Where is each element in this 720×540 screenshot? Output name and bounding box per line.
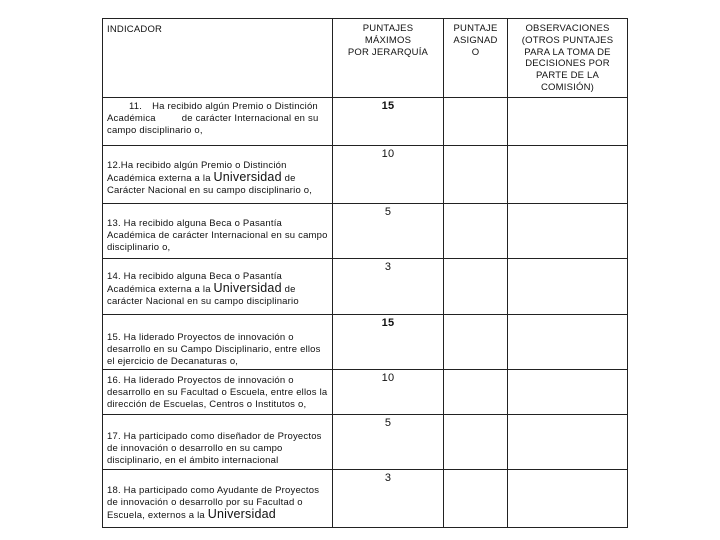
assigned-points-cell[interactable]: [444, 98, 508, 146]
header-puntajes-line: MÁXIMOS: [364, 34, 412, 46]
indicator-cell: [103, 98, 333, 146]
indicator-number: 11.: [129, 101, 143, 112]
indicator-line: 15. Ha liderado Proyectos de innovación o: [107, 332, 294, 343]
header-row: [103, 19, 628, 98]
indicator-line: 12.Ha recibido algún Premio o Distinción: [107, 160, 287, 171]
header-observaciones-line: PARTE DE LA: [535, 70, 600, 82]
header-puntajes-line: PUNTAJES: [362, 23, 414, 34]
max-points-value: 3: [384, 472, 392, 484]
header-puntajes-maximos: [333, 19, 444, 98]
header-indicador: [103, 19, 333, 98]
header-observaciones-line: DECISIONES POR: [525, 58, 610, 70]
indicator-line: [107, 169, 328, 185]
assigned-points-cell[interactable]: [444, 415, 508, 470]
indicator-line: carácter Nacional en su campo disciplinario: [107, 295, 299, 307]
indicator-line: [107, 506, 328, 522]
indicator-text: de: [284, 283, 296, 295]
max-points-cell: [333, 370, 444, 415]
indicator-line: 13. Ha recibido alguna Beca o Pasantía: [107, 218, 283, 229]
observations-cell[interactable]: [508, 98, 628, 146]
indicator-line: de innovación o desarrollo por su Facultad o: [107, 496, 303, 508]
scoring-table: [102, 18, 628, 528]
table-row: [103, 415, 628, 470]
observations-cell[interactable]: [508, 370, 628, 415]
table-row: [103, 370, 628, 415]
max-points-cell: [333, 470, 444, 528]
indicator-line: de innovación o desarrollo en su campo: [107, 442, 283, 454]
max-points-cell: [333, 204, 444, 259]
max-points-value: 15: [381, 317, 395, 329]
max-points-cell: [333, 415, 444, 470]
observations-cell[interactable]: [508, 204, 628, 259]
indicator-text: Académica externa a la: [107, 172, 211, 184]
observations-cell[interactable]: [508, 259, 628, 315]
observations-cell[interactable]: [508, 470, 628, 528]
indicator-cell: [103, 146, 333, 204]
max-points-cell: [333, 146, 444, 204]
assigned-points-cell[interactable]: [444, 204, 508, 259]
indicator-cell: [103, 370, 333, 415]
indicator-text: Académica externa a la: [107, 283, 211, 295]
max-points-value: 10: [381, 148, 395, 160]
indicator-line: disciplinario o,: [107, 241, 171, 253]
max-points-value: 15: [381, 100, 395, 112]
header-puntajes-line: POR JERARQUÍA: [347, 46, 429, 58]
header-asignado-line: PUNTAJE: [453, 23, 498, 34]
max-points-cell: [333, 98, 444, 146]
max-points-value: 5: [384, 417, 392, 429]
max-points-cell: [333, 315, 444, 370]
indicator-line: 17. Ha participado como diseñador de Proyectos: [107, 431, 322, 442]
indicator-line: 16. Ha liderado Proyectos de innovación o: [107, 375, 294, 386]
indicator-cell: [103, 315, 333, 370]
table-row: [103, 146, 628, 204]
indicator-line: [107, 101, 328, 113]
indicator-line: desarrollo en su Facultad o Escuela, entre ellos la: [107, 386, 328, 398]
indicator-line: 14. Ha recibido alguna Beca o Pasantía: [107, 271, 283, 282]
table-row: [103, 259, 628, 315]
max-points-cell: [333, 259, 444, 315]
table-row: [103, 470, 628, 528]
header-observaciones: [508, 19, 628, 98]
indicator-cell: [103, 204, 333, 259]
max-points-value: 3: [384, 261, 392, 273]
header-indicador-label: INDICADOR: [107, 24, 163, 35]
indicator-cell: [103, 470, 333, 528]
indicator-text: Escuela, externos a la: [107, 509, 205, 521]
max-points-value: 5: [384, 206, 392, 218]
indicator-line: el ejercicio de Decanaturas o,: [107, 355, 239, 367]
indicator-line: disciplinario, en el ámbito internacional: [107, 454, 279, 466]
indicator-cell: [103, 259, 333, 315]
header-observaciones-line: (OTROS PUNTAJES: [521, 34, 614, 46]
table-row: [103, 98, 628, 146]
indicator-university: Universidad: [213, 169, 282, 184]
table-row: [103, 204, 628, 259]
observations-cell[interactable]: [508, 415, 628, 470]
indicator-university: Universidad: [213, 280, 282, 295]
assigned-points-cell[interactable]: [444, 370, 508, 415]
assigned-points-cell[interactable]: [444, 146, 508, 204]
indicator-line: [107, 280, 328, 296]
indicator-text: Académica: [107, 112, 156, 124]
indicator-line: desarrollo en su Campo Disciplinario, entre ellos: [107, 343, 321, 355]
max-points-value: 10: [381, 372, 395, 384]
indicator-line: Carácter Nacional en su campo disciplinario o,: [107, 184, 313, 196]
header-puntaje-asignado: [444, 19, 508, 98]
header-observaciones-line: OBSERVACIONES: [525, 23, 610, 34]
indicator-text: de: [284, 172, 296, 184]
header-asignado-line: ASIGNAD: [453, 34, 498, 46]
observations-cell[interactable]: [508, 146, 628, 204]
indicator-text: Ha recibido algún Premio o Distinción: [152, 101, 318, 112]
indicator-line: Académica de carácter Internacional en su campo: [107, 229, 328, 241]
assigned-points-cell[interactable]: [444, 259, 508, 315]
assigned-points-cell[interactable]: [444, 315, 508, 370]
assigned-points-cell[interactable]: [444, 470, 508, 528]
indicator-line: campo disciplinario o,: [107, 124, 203, 136]
header-observaciones-line: PARA LA TOMA DE: [524, 46, 611, 58]
indicator-university: Universidad: [207, 506, 276, 521]
table-row: [103, 315, 628, 370]
indicator-cell: [103, 415, 333, 470]
header-asignado-line: O: [471, 46, 480, 58]
indicator-line: dirección de Escuelas, Centros o Institutos o,: [107, 398, 307, 410]
indicator-line: [107, 113, 328, 125]
indicator-text: de carácter Internacional en su: [181, 112, 319, 124]
header-observaciones-line: COMISIÓN): [541, 81, 594, 93]
observations-cell[interactable]: [508, 315, 628, 370]
indicator-line: 18. Ha participado como Ayudante de Proyectos: [107, 485, 320, 496]
